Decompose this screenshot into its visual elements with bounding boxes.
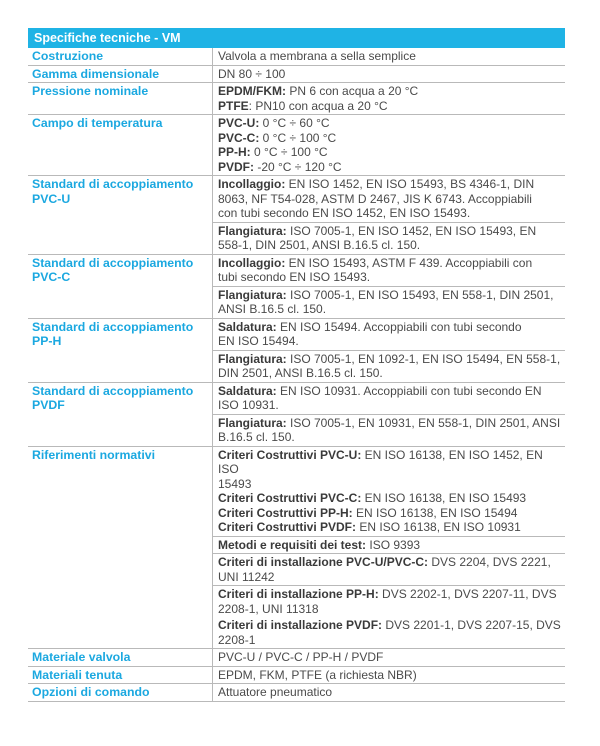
row-label: Standard di accoppiamento PP-H	[28, 318, 213, 382]
table-row	[28, 48, 565, 65]
row-label: Costruzione	[28, 48, 213, 65]
row-value: Saldatura: EN ISO 15494. Accoppiabili con tubi secondo EN ISO 15494.	[213, 318, 566, 350]
row-value: Attuatore pneumatico	[213, 684, 566, 702]
row-value: Incollaggio: EN ISO 1452, EN ISO 15493, BS 4346-1, DIN 8063, NF T54-028, ASTM D 2467, JIS K 6743. Accoppiabili con tubi secondo EN ISO 1452, EN ISO 15493.	[213, 176, 566, 223]
row-value: Criteri Costruttivi PVC-U: EN ISO 16138, EN ISO 1452, EN ISO 15493 Criteri Costruttivi PVC-C: EN ISO 16138, EN ISO 15493 Criteri Costruttivi PP-H: EN ISO 16138, EN ISO 15494 Criteri Costruttivi PVDF: EN ISO 16138, EN ISO 10931	[213, 446, 566, 536]
row-label: Riferimenti normativi	[28, 446, 213, 649]
row-value: PVC-U / PVC-C / PP-H / PVDF	[213, 649, 566, 667]
row-value: Flangiatura: ISO 7005-1, EN 1092-1, EN ISO 15494, EN 558-1, DIN 2501, ANSI B.16.5 cl. 150.	[213, 350, 566, 382]
row-value: DN 80 ÷ 100	[213, 65, 566, 83]
row-value: Criteri di installazione PP-H: DVS 2202-1, DVS 2207-11, DVS 2208-1, UNI 11318	[218, 587, 557, 616]
table-row	[28, 176, 565, 223]
table-row	[28, 649, 565, 667]
row-value: PVC-U: 0 °C ÷ 60 °C PVC-C: 0 °C ÷ 100 °C PP-H: 0 °C ÷ 100 °C PVDF: -20 °C ÷ 120 °C	[213, 115, 566, 176]
table-header: Specifiche tecniche - VM	[28, 28, 565, 48]
row-value: Valvola a membrana a sella semplice	[213, 48, 566, 65]
row-label: Materiale valvola	[28, 649, 213, 667]
table-row	[28, 666, 565, 684]
row-value: Incollaggio: EN ISO 15493, ASTM F 439. Accoppiabili con tubi secondo EN ISO 15493.	[213, 254, 566, 286]
row-value: Flangiatura: ISO 7005-1, EN 10931, EN 558-1, DIN 2501, ANSI B.16.5 cl. 150.	[213, 414, 566, 446]
row-label: Pressione nominale	[28, 83, 213, 115]
table-row	[28, 115, 565, 176]
row-label: Standard di accoppiamento PVC-U	[28, 176, 213, 255]
row-label: Campo di temperatura	[28, 115, 213, 176]
spec-table	[28, 48, 565, 702]
table-row	[28, 684, 565, 702]
row-value: EPDM, FKM, PTFE (a richiesta NBR)	[213, 666, 566, 684]
row-value: Criteri di installazione PVC-U/PVC-C: DVS 2204, DVS 2221, UNI 11242	[213, 554, 566, 586]
row-label: Gamma dimensionale	[28, 65, 213, 83]
row-label: Opzioni di comando	[28, 684, 213, 702]
row-label: Standard di accoppiamento PVDF	[28, 382, 213, 446]
row-value: Criteri di installazione PVDF: DVS 2201-1, DVS 2207-15, DVS 2208-1	[213, 617, 566, 649]
table-row	[28, 382, 565, 414]
table-row	[28, 446, 565, 536]
table-row	[28, 65, 565, 83]
row-label: Materiali tenuta	[28, 666, 213, 684]
row-value: Flangiatura: ISO 7005-1, EN ISO 15493, EN 558-1, DIN 2501, ANSI B.16.5 cl. 150.	[213, 286, 566, 318]
row-value: Metodi e requisiti dei test: ISO 9393	[213, 536, 566, 554]
table-row	[28, 254, 565, 286]
row-value: Saldatura: EN ISO 10931. Accoppiabili con tubi secondo EN ISO 10931.	[213, 382, 566, 414]
spec-sheet	[28, 28, 565, 702]
row-label: Standard di accoppiamento PVC-C	[28, 254, 213, 318]
row-value: Flangiatura: ISO 7005-1, EN ISO 1452, EN ISO 15493, EN 558-1, DIN 2501, ANSI B.16.5 cl. 150.	[213, 222, 566, 254]
table-row	[28, 83, 565, 115]
table-row	[28, 318, 565, 350]
row-value: EPDM/FKM: PN 6 con acqua a 20 °C PTFE: PN10 con acqua a 20 °C	[213, 83, 566, 115]
